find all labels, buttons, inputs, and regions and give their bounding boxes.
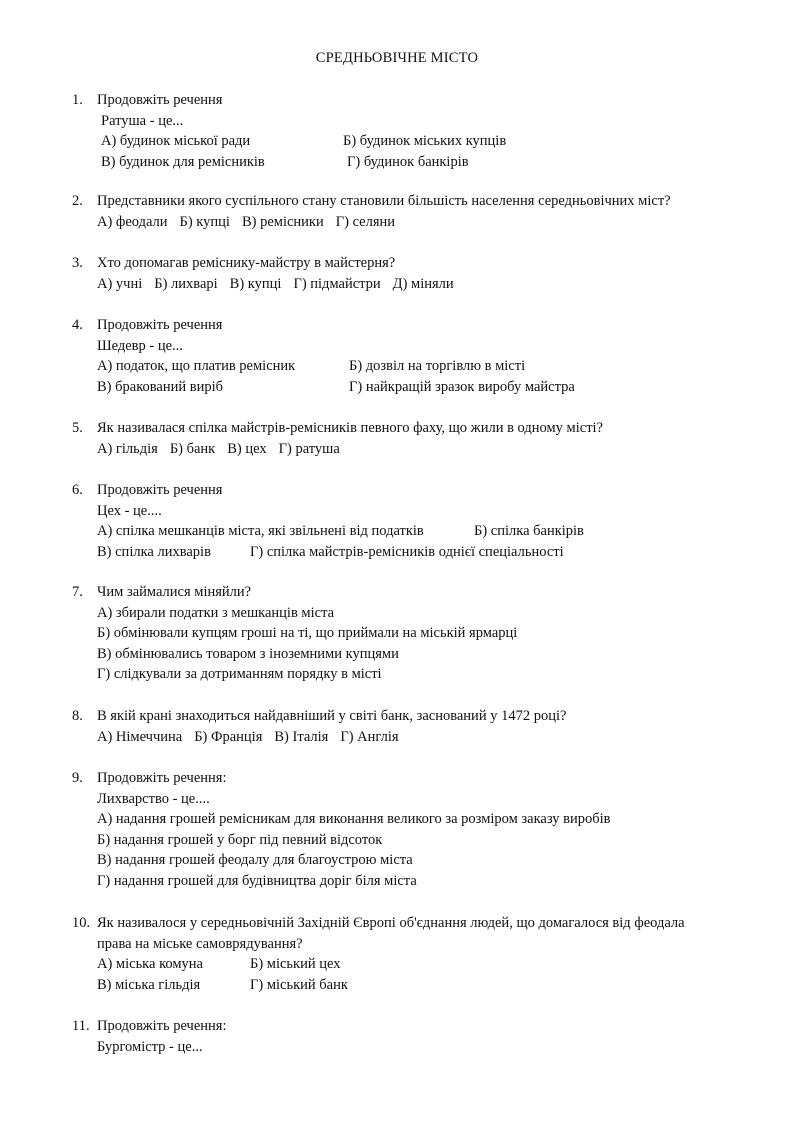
question-stem: Ратуша - це... (101, 112, 184, 129)
answer-e: Д) міняли (392, 275, 454, 292)
question-text: В якій крані знаходиться найдавніший у світі банк, заснований у 1472 році? (97, 708, 567, 724)
answer-d: Г) спілка майстрів-ремісників однієї спеціальності (250, 543, 564, 560)
answer-d: Г) будинок банкірів (347, 153, 469, 170)
question-stem: Шедевр - це... (97, 337, 183, 354)
question-text: Продовжіть речення: (97, 1018, 227, 1034)
question-text: Чим займалися міняйли? (97, 584, 252, 600)
answer-d: Г) слідкували за дотриманням порядку в місті (97, 666, 382, 683)
question-number: 10. (72, 915, 91, 931)
question-text-continued: права на міське самоврядування? (97, 935, 303, 952)
answer-a: А) учні (97, 275, 143, 292)
answer-b: Б) міський цех (250, 956, 341, 973)
answer-d: Г) найкращій зразок виробу майстра (349, 378, 575, 395)
answer-a: А) феодали (97, 213, 168, 230)
question-7 (72, 582, 772, 685)
answer-d: Г) Англія (340, 728, 399, 745)
answer-c: В) цех (227, 440, 267, 457)
question-1 (72, 90, 772, 172)
question-5 (72, 418, 772, 459)
answer-b: Б) лихварі (154, 275, 218, 292)
question-stem: Цех - це.... (97, 502, 162, 519)
question-number: 5. (72, 420, 83, 436)
question-stem: Лихварство - це.... (97, 790, 210, 807)
question-9 (72, 768, 772, 892)
answer-b: Б) банк (169, 440, 216, 457)
question-text: Продовжіть речення: (97, 770, 227, 786)
question-2 (72, 191, 772, 232)
question-number: 1. (72, 92, 83, 108)
question-number: 4. (72, 317, 83, 333)
question-number: 3. (72, 255, 83, 271)
answer-b: Б) Франція (194, 728, 263, 745)
answer-b: Б) купці (179, 213, 230, 230)
question-4 (72, 315, 772, 397)
question-number: 8. (72, 708, 83, 724)
answer-a: А) міська комуна (97, 956, 203, 973)
question-stem: Бургомістр - це... (97, 1038, 203, 1055)
answer-c: В) бракований виріб (97, 378, 224, 395)
question-number: 7. (72, 584, 83, 600)
answer-b: Б) обмінювали купцям гроші на ті, що приймали на міській ярмарці (97, 625, 518, 642)
question-3 (72, 253, 772, 294)
answer-c: В) спілка лихварів (97, 543, 211, 560)
answer-b: Б) надання грошей у борг під певний відсоток (97, 831, 383, 848)
answer-b: Б) спілка банкірів (474, 523, 584, 540)
question-8 (72, 706, 772, 747)
answer-d: Г) ратуша (278, 440, 340, 457)
question-text: Представники якого суспільного стану становили більшість населення середньовічних міст? (97, 193, 671, 209)
question-number: 11. (72, 1018, 90, 1034)
answer-c: В) будинок для ремісників (101, 153, 265, 170)
answer-c: В) надання грошей феодалу для благоустрою міста (97, 852, 413, 869)
question-text: Як називалося у середньовічній Західній Європі об'єднання людей, що домагалося від феодала (97, 915, 685, 931)
answer-a: А) Німеччина (97, 728, 183, 745)
question-number: 6. (72, 482, 83, 498)
answer-b: Б) дозвіл на торгівлю в місті (349, 358, 526, 375)
page-title: СРЕДНЬОВІЧНЕ МІСТО (315, 50, 479, 66)
answer-c: В) Італія (274, 728, 329, 745)
answer-c: В) ремісники (241, 213, 324, 230)
answer-d: Г) міський банк (250, 976, 348, 993)
question-number: 9. (72, 770, 83, 786)
answer-a: А) збирали податки з мешканців міста (97, 604, 335, 621)
question-6 (72, 480, 772, 562)
answer-a: А) будинок міської ради (101, 133, 251, 150)
question-text: Хто допомагав реміснику-майстру в майстерня? (97, 255, 396, 271)
question-11 (72, 1016, 772, 1057)
question-number: 2. (72, 193, 83, 209)
answer-d: Г) селяни (335, 213, 396, 230)
answer-a: А) надання грошей ремісникам для виконання великого за розміром заказу виробів (97, 811, 611, 828)
answer-d: Г) надання грошей для будівництва доріг біля міста (97, 872, 417, 889)
question-10 (72, 913, 772, 995)
answer-a: А) податок, що платив ремісник (97, 358, 296, 375)
answer-a: А) гільдія (97, 440, 158, 457)
answer-a: А) спілка мешканців міста, які звільнені від податків (97, 523, 424, 540)
answer-c: В) обмінювались товаром з іноземними купцями (97, 645, 399, 662)
answer-c: В) міська гільдія (97, 976, 201, 993)
question-text: Як називалася спілка майстрів-ремісників певного фаху, що жили в одному місті? (97, 420, 603, 436)
answer-c: В) купці (229, 275, 282, 292)
question-text: Продовжіть речення (97, 92, 223, 108)
question-text: Продовжіть речення (97, 317, 223, 333)
answer-d: Г) підмайстри (293, 275, 381, 292)
question-text: Продовжіть речення (97, 482, 223, 498)
answer-b: Б) будинок міських купців (343, 133, 507, 150)
